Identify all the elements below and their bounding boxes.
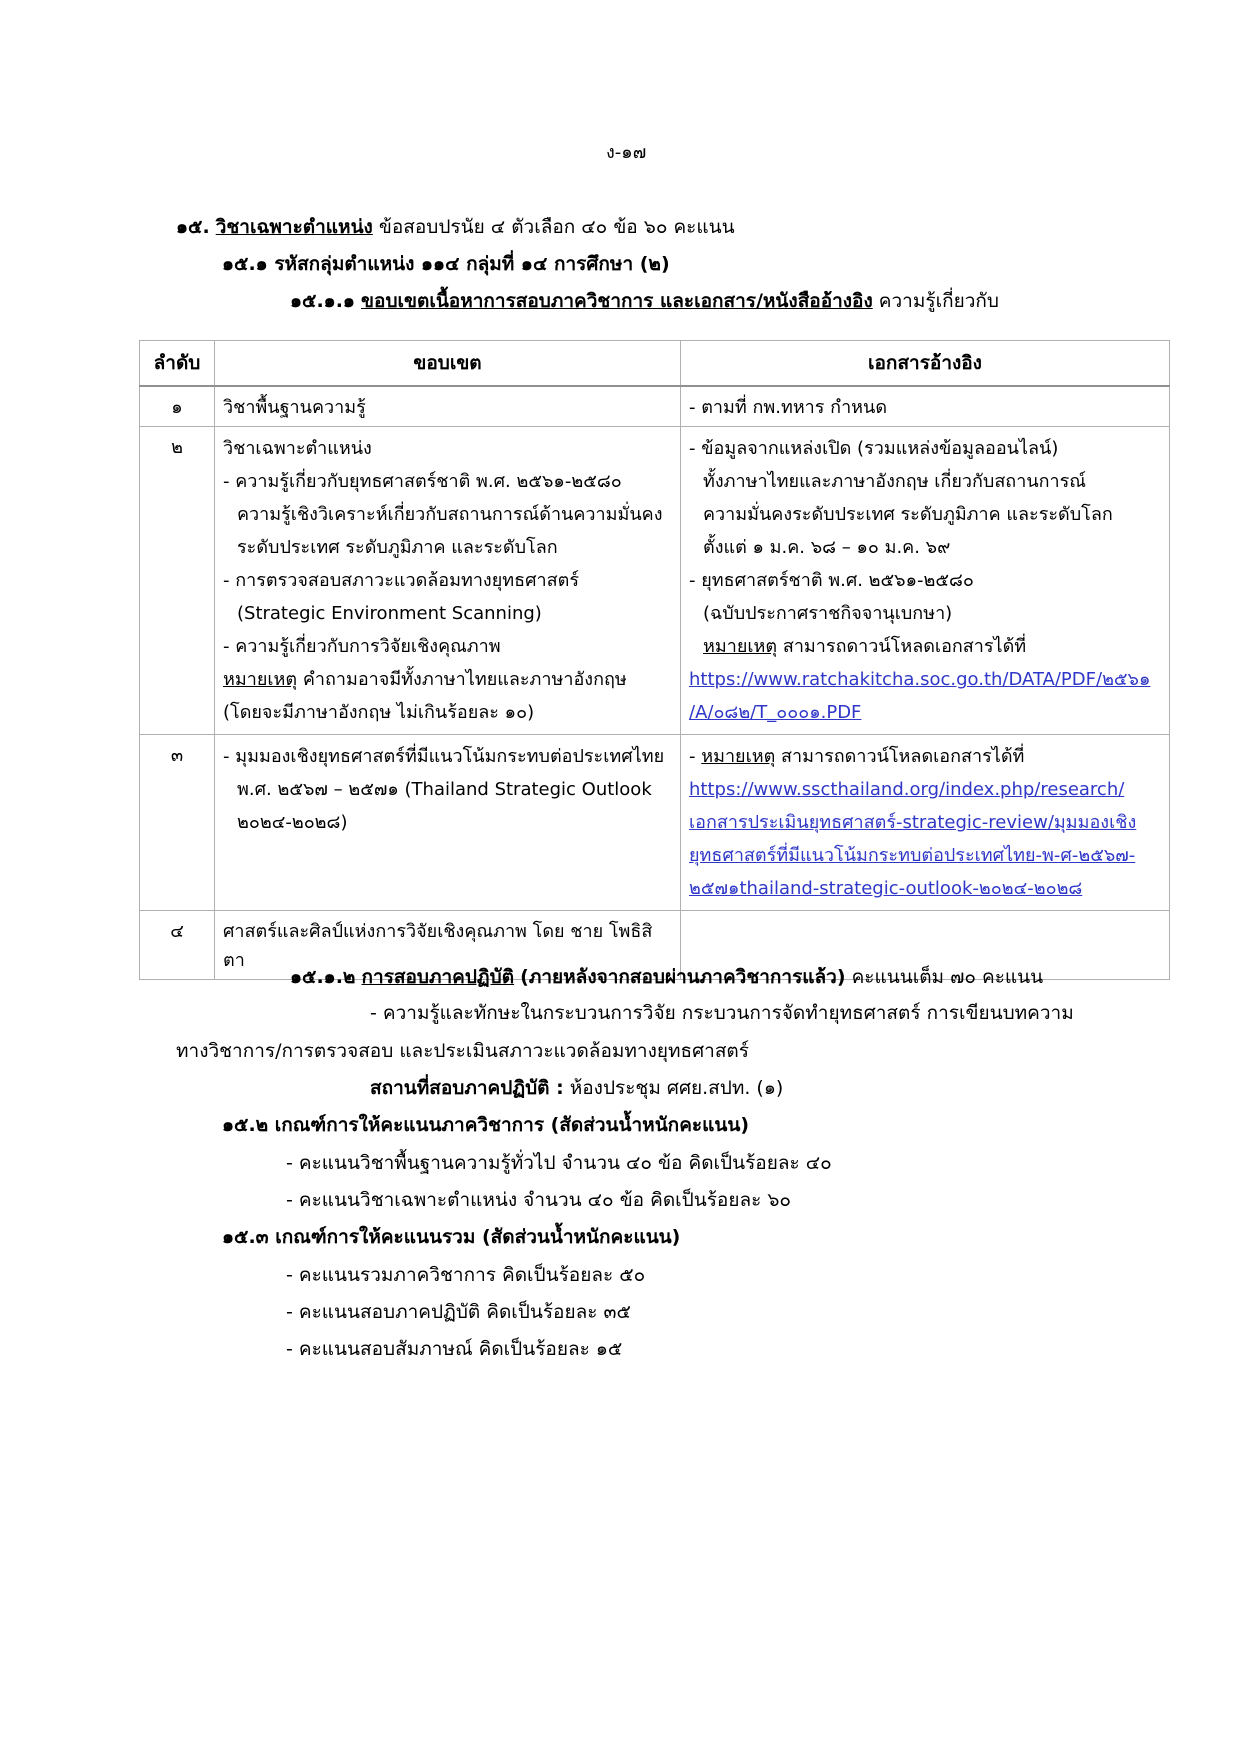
section-15-1-2-title: การสอบภาคปฏิบัติ [361, 966, 515, 988]
row-number: ๓ [140, 735, 215, 911]
row-scope [215, 735, 681, 911]
row-reference [681, 427, 1170, 735]
note-label: หมายเหตุ [703, 636, 778, 657]
list-item: - คะแนนวิชาพื้นฐานความรู้ทั่วไป จำนวน ๔๐ ข้อ คิดเป็นร้อยละ ๔๐ [286, 1152, 832, 1174]
row-number: ๑ [140, 386, 215, 427]
ref-line: ทั้งภาษาไทยและภาษาอังกฤษ เกี่ยวกับสถานการณ์ [703, 471, 1086, 492]
scope-line: - มุมมองเชิงยุทธศาสตร์ที่มีแนวโน้มกระทบต่อประเทศไทย [223, 746, 665, 767]
table-header-row [140, 341, 1170, 387]
scope-line: ๒๐๒๔-๒๐๒๘) [237, 812, 348, 833]
row-reference [681, 735, 1170, 911]
section-15-1-text: รหัสกลุ่มตำแหน่ง ๑๑๔ กลุ่มที่ ๑๔ การศึกษา (๒) [274, 253, 670, 275]
ssc-link-cont[interactable]: เอกสารประเมินยุทธศาสตร์-strategic-review/มุมมองเชิง [689, 812, 1137, 833]
row-scope: ศาสตร์และศิลป์แห่งการวิจัยเชิงคุณภาพ โดย ชาย โพธิสิตา [215, 911, 681, 980]
section-15-1-1-number: ๑๕.๑.๑ [290, 290, 355, 312]
section-15-2-heading: ๑๕.๒ เกณฑ์การให้คะแนนภาควิชาการ (สัดส่วนน้ำหนักคะแนน) [222, 1114, 750, 1136]
scope-line: - ความรู้เกี่ยวกับยุทธศาสตร์ชาติ พ.ศ. ๒๕๖๑-๒๕๘๐ [223, 471, 622, 492]
note-text: สามารถดาวน์โหลดเอกสารได้ที่ [782, 636, 1027, 657]
location-label: สถานที่สอบภาคปฏิบัติ : [370, 1077, 564, 1099]
row-scope [215, 427, 681, 735]
practical-location [370, 1077, 783, 1100]
list-item: - คะแนนรวมภาควิชาการ คิดเป็นร้อยละ ๕๐ [286, 1264, 646, 1286]
scope-line: พ.ศ. ๒๕๖๗ – ๒๕๗๑ (Thailand Strategic Outlook [237, 779, 652, 800]
section-15-title: วิชาเฉพาะตำแหน่ง [215, 216, 373, 238]
ref-line: - ข้อมูลจากแหล่งเปิด (รวมแหล่งข้อมูลออนไลน์) [689, 438, 1059, 459]
page-number: ง-๑๗ [606, 142, 647, 163]
scope-line: ระดับประเทศ ระดับภูมิภาค และระดับโลก [237, 537, 558, 558]
section-15-1-number: ๑๕.๑ [222, 253, 268, 275]
table-row [140, 386, 1170, 427]
reference-table [139, 340, 1170, 980]
section-15-1-1-title: ขอบเขตเนื้อหาการสอบภาควิชาการ และเอกสาร/หนังสืออ้างอิง [361, 290, 873, 312]
scope-note [223, 663, 672, 696]
header-scope: ขอบเขต [215, 341, 681, 387]
section-15-1-1-rest: ความรู้เกี่ยวกับ [878, 290, 999, 312]
practical-desc-line: ทางวิชาการ/การตรวจสอบ และประเมินสภาวะแวดล้อมทางยุทธศาสตร์ [176, 1040, 749, 1062]
ref-line: - ยุทธศาสตร์ชาติ พ.ศ. ๒๕๖๑-๒๕๘๐ [689, 570, 974, 591]
section-15-1-2-number: ๑๕.๑.๒ [290, 966, 356, 988]
row-number: ๔ [140, 911, 215, 980]
list-item: - คะแนนสอบสัมภาษณ์ คิดเป็นร้อยละ ๑๕ [286, 1338, 623, 1360]
scope-line: - ความรู้เกี่ยวกับการวิจัยเชิงคุณภาพ [223, 636, 501, 657]
scope-line: วิชาเฉพาะตำแหน่ง [223, 438, 372, 459]
ssc-link-cont[interactable]: ยุทธศาสตร์ที่มีแนวโน้มกระทบต่อประเทศไทย-พ-ศ-๒๕๖๗- [689, 845, 1136, 866]
section-15-heading [176, 216, 735, 239]
ssc-link-cont[interactable]: ๒๕๗๑thailand-strategic-outlook-๒๐๒๔-๒๐๒๘ [689, 878, 1083, 899]
section-15-1-1-heading [290, 290, 999, 313]
ref-line: (ฉบับประกาศราชกิจจานุเบกษา) [703, 603, 953, 624]
note-text: คำถามอาจมีทั้งภาษาไทยและภาษาอังกฤษ [302, 669, 627, 690]
location-value: ห้องประชุม ศศย.สปท. (๑) [569, 1077, 784, 1099]
ratchakitcha-link-cont[interactable]: /A/๐๘๒/T_๐๐๐๑.PDF [689, 702, 862, 723]
note-label: หมายเหตุ [701, 746, 776, 767]
ref-note [689, 630, 1161, 663]
section-15-1-2-heading [290, 966, 1043, 989]
row-number: ๒ [140, 427, 215, 735]
table-row [140, 427, 1170, 735]
ssc-link[interactable]: https://www.sscthailand.org/index.php/research/ [689, 779, 1125, 800]
ratchakitcha-link[interactable]: https://www.ratchakitcha.soc.go.th/DATA/PDF/๒๕๖๑ [689, 669, 1151, 690]
list-item: - คะแนนวิชาเฉพาะตำแหน่ง จำนวน ๔๐ ข้อ คิดเป็นร้อยละ ๖๐ [286, 1189, 792, 1211]
ref-line: ความมั่นคงระดับประเทศ ระดับภูมิภาค และระดับโลก [703, 504, 1113, 525]
practical-desc-line: - ความรู้และทักษะในกระบวนการวิจัย กระบวนการจัดทำยุทธศาสตร์ การเขียนบทความ [370, 1002, 1074, 1024]
scope-line: (โดยจะมีภาษาอังกฤษ ไม่เกินร้อยละ ๑๐) [223, 702, 535, 723]
header-reference: เอกสารอ้างอิง [681, 341, 1170, 387]
note-text: สามารถดาวน์โหลดเอกสารได้ที่ [781, 746, 1025, 767]
scope-line: ความรู้เชิงวิเคราะห์เกี่ยวกับสถานการณ์ด้านความมั่นคง [237, 504, 663, 525]
section-15-desc: ข้อสอบปรนัย ๔ ตัวเลือก ๔๐ ข้อ ๖๐ คะแนน [378, 216, 735, 238]
ref-note [689, 740, 1161, 773]
section-15-1-2-bold-rest: (ภายหลังจากสอบผ่านภาควิชาการแล้ว) [520, 966, 846, 988]
ref-prefix: - [689, 746, 702, 767]
ref-line: ตั้งแต่ ๑ ม.ค. ๖๘ – ๑๐ ม.ค. ๖๙ [703, 537, 951, 558]
section-15-1-2-rest: คะแนนเต็ม ๗๐ คะแนน [851, 966, 1044, 988]
header-order: ลำดับ [140, 341, 215, 387]
section-15-number: ๑๕. [176, 216, 210, 238]
scope-line: (Strategic Environment Scanning) [237, 603, 542, 624]
row-scope: วิชาพื้นฐานความรู้ [215, 386, 681, 427]
section-15-1-heading [222, 253, 670, 276]
row-reference: - ตามที่ กพ.ทหาร กำหนด [681, 386, 1170, 427]
section-15-3-heading: ๑๕.๓ เกณฑ์การให้คะแนนรวม (สัดส่วนน้ำหนักคะแนน) [222, 1226, 681, 1248]
scope-line: - การตรวจสอบสภาวะแวดล้อมทางยุทธศาสตร์ [223, 570, 580, 591]
table-row [140, 735, 1170, 911]
list-item: - คะแนนสอบภาคปฏิบัติ คิดเป็นร้อยละ ๓๕ [286, 1301, 631, 1323]
note-label: หมายเหตุ [223, 669, 298, 690]
